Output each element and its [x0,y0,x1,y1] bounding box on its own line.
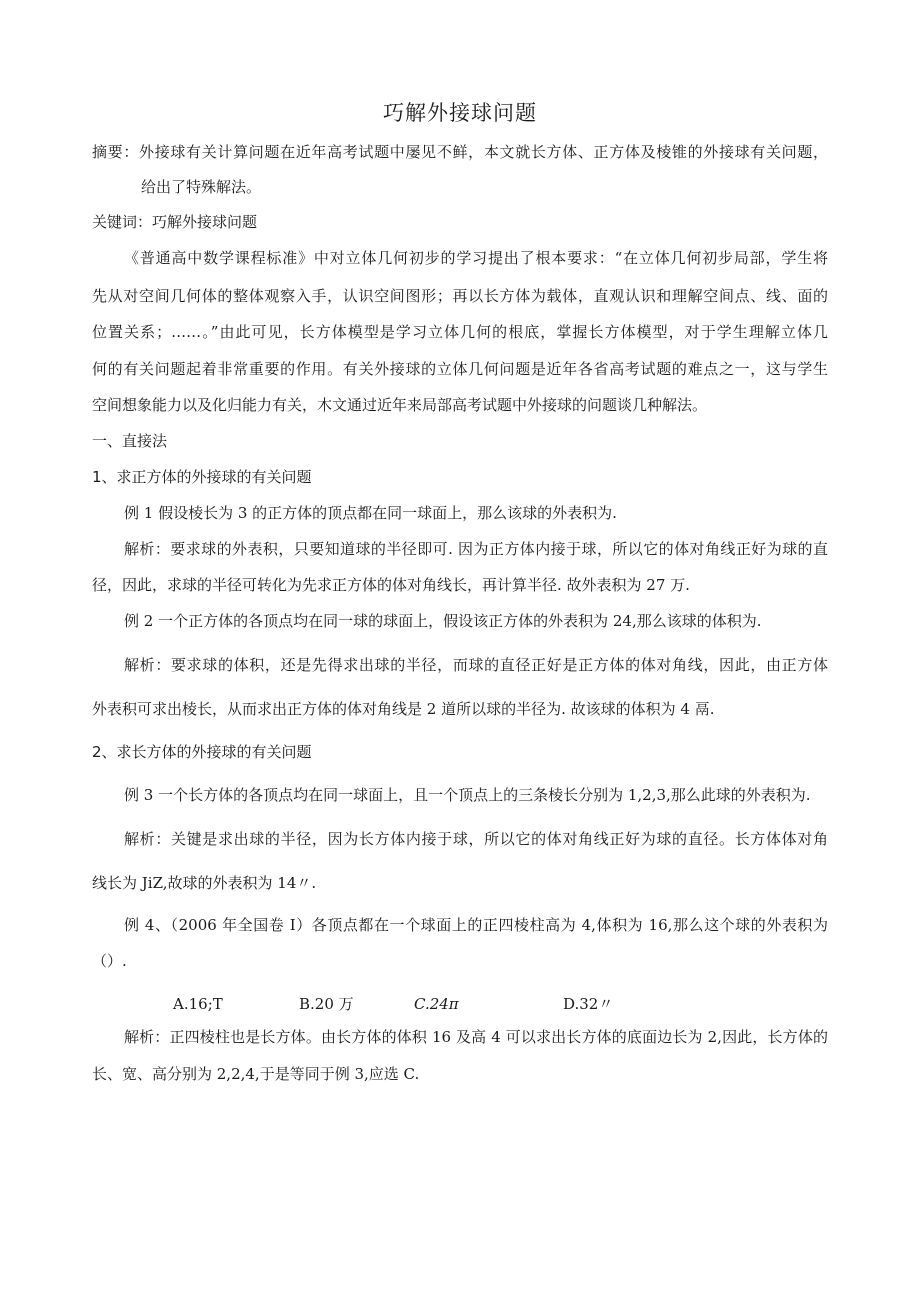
intro-line-5: 空间想象能力以及化归能力有关，木文通过近年来局部高考试题中外接球的问题谈几种解法。 [92,396,708,414]
example-4-line-1: 例 4、（2006 年全国卷 I）各顶点都在一个球面上的正四棱柱高为 4,体积为 16,那么这个球的外表积为 [124,916,828,934]
option-a: A.16;T [173,995,223,1013]
option-d: D.32〃 [563,995,614,1013]
example-4-line-2: （）. [92,952,127,970]
intro-line-4: 何的有关问题起着非常重要的作用。有关外接球的立体几何问题是近年各省高考试题的难点之一，这与学生 [92,360,828,378]
document-title: 巧解外接球问题 [383,101,537,125]
example-2-solution-line-2: 外表积可求出棱长，从而求出正方体的体对角线是 2 道所以球的半径为. 故该球的体积为 4 鬲. [92,700,715,718]
example-2: 例 2 一个正方体的各顶点均在同一球的球面上，假设该正方体的外表积为 24,那么该球的体积为. [124,612,762,630]
abstract-line-2: 给出了特殊解法。 [141,178,262,196]
option-c: C.24π [414,995,459,1013]
intro-line-3: 位置关系；……。”由此可见，长方体模型是学习立体几何的根底，掌握长方体模型，对于学生理解立体几 [92,323,828,341]
option-b: B.20 万 [299,995,354,1013]
subsection-heading-cuboid: 2、求长方体的外接球的有关问题 [92,743,312,761]
example-2-solution-line-1: 解析：要求球的体积，还是先得求出球的半径，而球的直径正好是正方体的体对角线，因此，由正方体 [124,656,828,674]
example-1-solution-line-2: 径，因此，求球的半径可转化为先求正方体的体对角线长，再计算半径. 故外表积为 27 万. [92,576,690,594]
example-1-solution-line-1: 解析：要求球的外表积，只要知道球的半径即可. 因为正方体内接于球，所以它的体对角线正好为球的直 [124,540,828,558]
example-4-solution-line-2: 长、宽、高分别为 2,2,4,于是等同于例 3,应选 C. [92,1065,420,1083]
section-heading-direct-method: 一、直接法 [92,432,168,450]
intro-line-1: 《普通高中数学课程标准》中对立体几何初步的学习提出了根本要求：“在立体几何初步局部，学生将 [124,249,828,267]
subsection-heading-cube: 1、求正方体的外接球的有关问题 [92,468,312,486]
example-3-solution-line-2: 线长为 JiZ,故球的外表积为 14〃. [92,874,317,892]
example-3-solution-line-1: 解析：关键是求出球的半径，因为长方体内接于球，所以它的体对角线正好为球的直径。长方体体对角 [124,830,828,848]
keywords-line: 关键词：巧解外接球问题 [92,213,258,231]
abstract-line-1: 摘要：外接球有关计算问题在近年高考试题中屡见不鲜，本文就长方体、正方体及棱锥的外接球有关问题， [92,143,828,161]
example-1: 例 1 假设棱长为 3 的正方体的顶点都在同一球面上，那么该球的外表积为. [124,504,617,522]
intro-line-2: 先从对空间几何体的整体观察入手，认识空间图形；再以长方体为载体，直观认识和理解空间点、线、面的 [92,287,828,305]
example-3: 例 3 一个长方体的各顶点均在同一球面上，且一个顶点上的三条棱长分别为 1,2,3,那么此球的外表积为. [124,786,811,804]
example-4-solution-line-1: 解析：正四棱柱也是长方体。由长方体的体积 16 及高 4 可以求出长方体的底面边长为 2,因此，长方体的 [124,1028,828,1046]
